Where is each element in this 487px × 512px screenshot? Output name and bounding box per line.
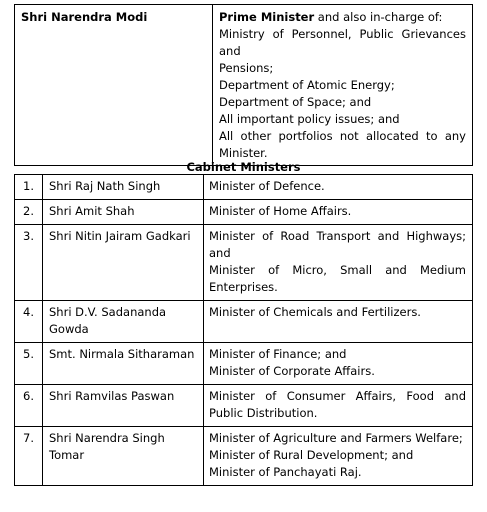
portfolio-line: and bbox=[209, 246, 231, 260]
portfolio-line: Minister of Micro, Small and Medium bbox=[209, 263, 466, 277]
table-row bbox=[15, 385, 473, 427]
prime-minister-title-suffix: and also in-charge of: bbox=[314, 10, 443, 24]
portfolio-line: Minister of Panchayati Raj. bbox=[209, 465, 362, 479]
minister-portfolio bbox=[204, 343, 473, 385]
prime-minister-row bbox=[15, 5, 473, 166]
portfolio-line: Enterprises. bbox=[209, 280, 278, 294]
minister-portfolio bbox=[204, 301, 473, 343]
minister-name bbox=[43, 225, 204, 301]
pm-portfolio-line: Department of Atomic Energy; bbox=[219, 78, 395, 92]
portfolio-line: Minister of Finance; and bbox=[209, 347, 347, 361]
row-number: 2. bbox=[15, 200, 43, 225]
table-row bbox=[15, 427, 473, 486]
table-row bbox=[15, 301, 473, 343]
table-row bbox=[15, 175, 473, 200]
portfolio-line: Minister of Road Transport and Highways; bbox=[209, 229, 466, 243]
portfolio-line: Public Distribution. bbox=[209, 406, 318, 420]
pm-portfolio-line: Ministry of Personnel, Public Grievances and bbox=[219, 27, 466, 58]
minister-name bbox=[43, 175, 204, 200]
pm-portfolio-line: Minister. bbox=[219, 146, 268, 160]
minister-name-line: Shri Amit Shah bbox=[49, 204, 135, 218]
pm-portfolio-line: All other portfolios not allocated to any bbox=[219, 129, 466, 143]
minister-name-line: Shri Narendra Singh Tomar bbox=[49, 431, 165, 462]
minister-portfolio bbox=[204, 200, 473, 225]
portfolio-line: Minister of Agriculture and Farmers Welfare; bbox=[209, 431, 463, 445]
portfolio-line: Minister of Rural Development; and bbox=[209, 448, 414, 462]
cabinet-ministers-table bbox=[14, 174, 473, 486]
cabinet-heading: Cabinet Ministers bbox=[186, 160, 301, 174]
prime-minister-title: Prime Minister bbox=[219, 10, 315, 24]
portfolio-line: Minister of Chemicals and Fertilizers. bbox=[209, 305, 421, 319]
prime-minister-title-line bbox=[219, 9, 466, 26]
portfolio-line: Minister of Consumer Affairs, Food and bbox=[209, 389, 466, 403]
minister-name bbox=[43, 427, 204, 486]
minister-name bbox=[43, 200, 204, 225]
portfolio-line: Minister of Defence. bbox=[209, 179, 325, 193]
table-row bbox=[15, 225, 473, 301]
prime-minister-portfolio-cell bbox=[213, 5, 473, 166]
minister-name-line: Shri Ramvilas Paswan bbox=[49, 389, 175, 403]
prime-minister-table bbox=[14, 4, 473, 166]
row-number: 6. bbox=[15, 385, 43, 427]
row-number: 3. bbox=[15, 225, 43, 301]
minister-portfolio bbox=[204, 175, 473, 200]
minister-portfolio bbox=[204, 385, 473, 427]
row-number: 4. bbox=[15, 301, 43, 343]
minister-name-line: Shri D.V. Sadananda bbox=[49, 305, 167, 319]
prime-minister-name: Shri Narendra Modi bbox=[15, 5, 213, 166]
row-number: 1. bbox=[15, 175, 43, 200]
portfolio-line: Minister of Corporate Affairs. bbox=[209, 364, 375, 378]
minister-name-line: Shri Raj Nath Singh bbox=[49, 179, 161, 193]
row-number: 5. bbox=[15, 343, 43, 385]
minister-name bbox=[43, 301, 204, 343]
minister-portfolio bbox=[204, 225, 473, 301]
minister-portfolio bbox=[204, 427, 473, 486]
minister-name-line: Smt. Nirmala Sitharaman bbox=[49, 347, 195, 361]
row-number: 7. bbox=[15, 427, 43, 486]
minister-name bbox=[43, 343, 204, 385]
table-row bbox=[15, 200, 473, 225]
minister-name bbox=[43, 385, 204, 427]
portfolio-line: Minister of Home Affairs. bbox=[209, 204, 352, 218]
minister-name-line: Shri Nitin Jairam Gadkari bbox=[49, 229, 191, 243]
minister-name-line: Gowda bbox=[49, 322, 89, 336]
pm-portfolio-line: All important policy issues; and bbox=[219, 112, 400, 126]
table-row bbox=[15, 343, 473, 385]
pm-portfolio-line: Pensions; bbox=[219, 61, 274, 75]
pm-portfolio-line: Department of Space; and bbox=[219, 95, 372, 109]
